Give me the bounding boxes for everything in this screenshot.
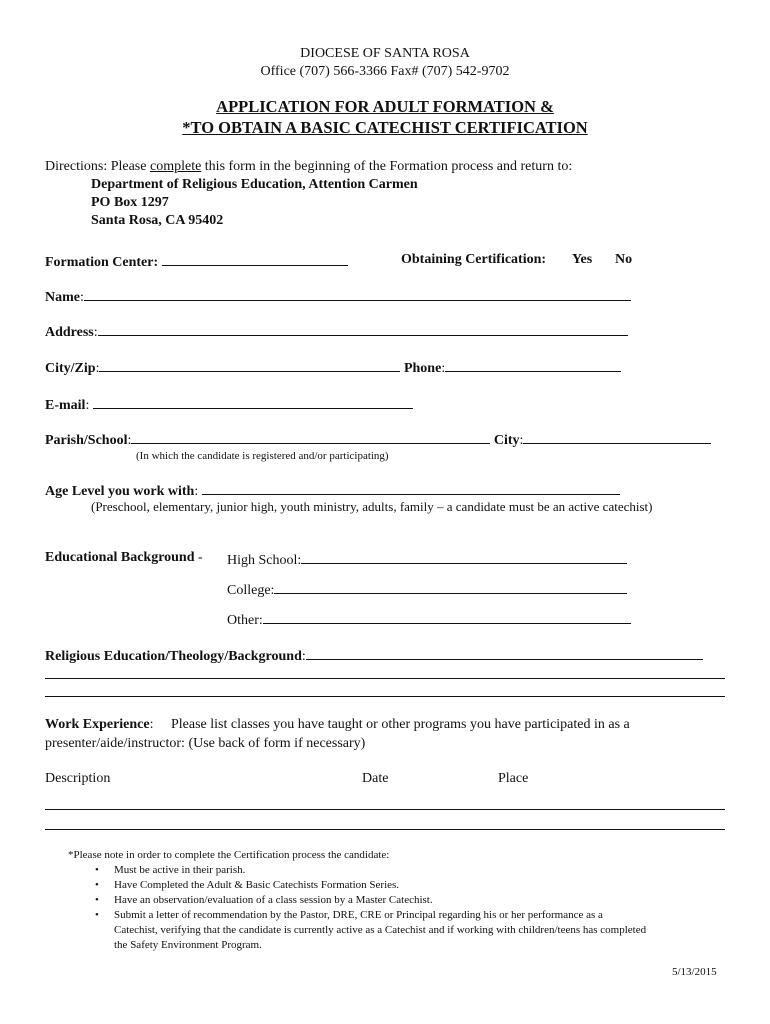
list-item-continuation: the Safety Environment Program. xyxy=(114,939,262,951)
educational-background-row: Educational Background - xyxy=(45,550,214,565)
return-address-line3: Santa Rosa, CA 95402 xyxy=(91,213,224,228)
address-label: Address xyxy=(45,325,94,340)
column-place: Place xyxy=(498,771,529,786)
city-zip-label: City/Zip xyxy=(45,361,96,376)
directions-prefix: Directions: Please xyxy=(45,159,150,174)
certification-yes-option[interactable]: Yes xyxy=(572,252,593,267)
other-label: Other: xyxy=(227,613,263,628)
college-row xyxy=(227,580,627,599)
list-item: • Have Completed the Adult & Basic Catechists Formation Series. xyxy=(95,879,400,891)
return-address-line2: PO Box 1297 xyxy=(91,195,169,210)
return-address-line1: Department of Religious Education, Attention Carmen xyxy=(91,177,418,192)
other-field[interactable] xyxy=(263,610,631,624)
certification-no-option[interactable]: No xyxy=(615,252,633,267)
form-title-line2: *TO OBTAIN A BASIC CATECHIST CERTIFICATION xyxy=(182,118,588,137)
formation-center-label: Formation Center: xyxy=(45,255,159,270)
high-school-field[interactable] xyxy=(301,550,627,564)
high-school-label: High School: xyxy=(227,553,302,568)
column-date: Date xyxy=(362,771,389,786)
city-field[interactable] xyxy=(523,430,711,444)
formation-center-field[interactable] xyxy=(162,252,348,266)
name-row: Name: xyxy=(45,287,631,306)
directions-text xyxy=(45,159,572,175)
phone-label: Phone xyxy=(403,361,442,376)
city-zip-row: City/Zip: Phone: xyxy=(45,358,621,377)
religious-education-line-3[interactable] xyxy=(45,696,725,697)
list-item: • Have an observation/evaluation of a class session by a Master Catechist. xyxy=(95,894,433,906)
city-zip-field[interactable] xyxy=(99,358,400,372)
diocese-name: DIOCESE OF SANTA ROSA xyxy=(300,46,470,61)
work-experience-text: Please list classes you have taught or other programs you have participated in as a xyxy=(171,717,630,732)
college-field[interactable] xyxy=(274,580,627,594)
age-level-field[interactable] xyxy=(202,481,620,495)
parish-note: (In which the candidate is registered and/or participating) xyxy=(136,450,389,462)
high-school-row xyxy=(227,550,627,569)
directions-suffix: this form in the beginning of the Formation process and return to: xyxy=(201,159,573,174)
directions-emphasis: complete xyxy=(149,159,202,174)
form-title-line1: APPLICATION FOR ADULT FORMATION & xyxy=(216,97,554,116)
age-level-row: Age Level you work with: xyxy=(45,481,620,500)
contact-info: Office (707) 566-3366 Fax# (707) 542-9702 xyxy=(260,64,510,79)
work-experience-label: Work Experience xyxy=(45,717,150,732)
age-level-note: (Preschool, elementary, junior high, youth ministry, adults, family – a candidate must be an active catechist) xyxy=(91,499,653,514)
parish-school-row: Parish/School: City: xyxy=(45,430,711,449)
educational-background-label: Educational Background xyxy=(45,550,195,565)
age-level-label: Age Level you work with xyxy=(45,484,195,499)
list-item: • Must be active in their parish. xyxy=(95,864,246,876)
work-experience-entry-line-2[interactable] xyxy=(45,829,725,830)
religious-education-line-2[interactable] xyxy=(45,678,725,679)
email-field[interactable] xyxy=(93,395,413,409)
phone-field[interactable] xyxy=(445,358,621,372)
college-label: College: xyxy=(227,583,275,598)
certification-note-intro: *Please note in order to complete the Certification process the candidate: xyxy=(68,849,390,861)
work-experience-entry-line-1[interactable] xyxy=(45,809,725,810)
work-experience-line2: presenter/aide/instructor: (Use back of form if necessary) xyxy=(45,736,366,751)
parish-school-label: Parish/School xyxy=(45,433,128,448)
address-field[interactable] xyxy=(98,322,628,336)
obtaining-certification-label: Obtaining Certification: xyxy=(401,252,547,267)
religious-education-label: Religious Education/Theology/Background xyxy=(45,649,302,664)
column-description: Description xyxy=(45,771,111,786)
work-experience-line1: Work Experience: Please list classes you have taught or other programs you have participated in as a xyxy=(45,717,630,732)
list-item-continuation: Catechist, verifying that the candidate is currently active as a Catechist and if working with children/teens has completed xyxy=(114,924,647,936)
other-row xyxy=(227,610,631,629)
email-label: E-mail xyxy=(45,398,86,413)
parish-school-field[interactable] xyxy=(131,430,490,444)
religious-education-field[interactable] xyxy=(306,646,703,660)
name-field[interactable] xyxy=(84,287,631,301)
address-row: Address: xyxy=(45,322,628,341)
city-label: City xyxy=(493,433,520,448)
revision-date: 5/13/2015 xyxy=(672,966,717,978)
list-item: • Submit a letter of recommendation by the Pastor, DRE, CRE or Principal regarding his or her performance as a xyxy=(95,909,603,921)
name-label: Name xyxy=(45,290,80,305)
religious-education-row: Religious Education/Theology/Background: xyxy=(45,646,703,665)
formation-center-row xyxy=(45,252,348,271)
email-row: E-mail: xyxy=(45,395,413,414)
certification-requirements-list xyxy=(68,863,748,953)
